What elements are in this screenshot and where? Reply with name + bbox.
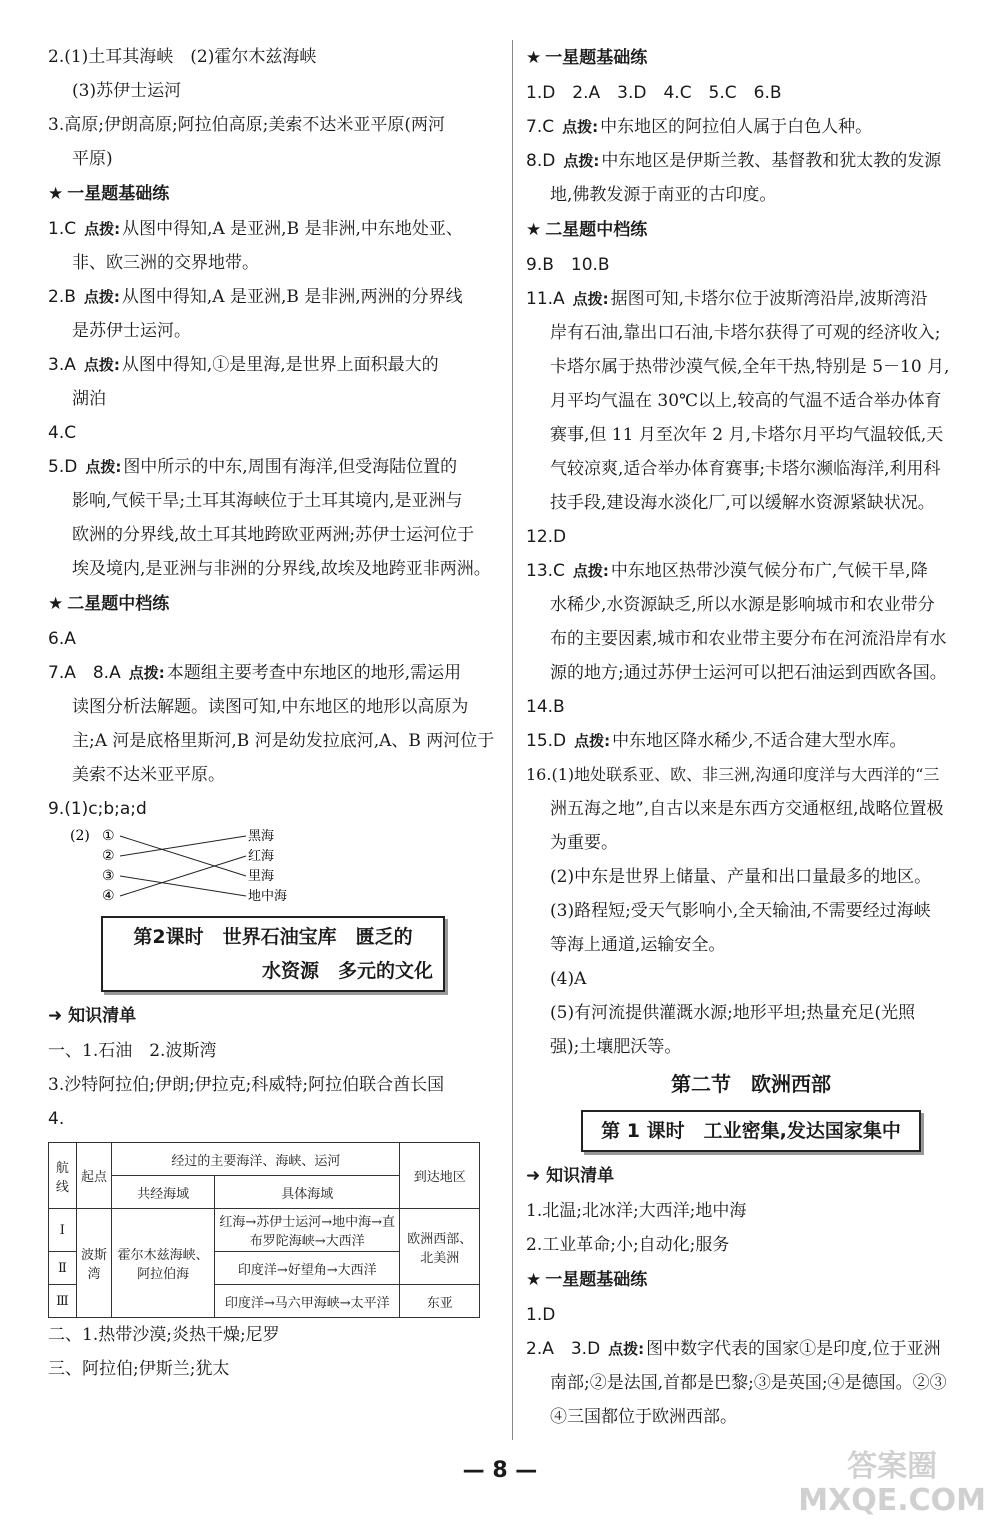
answer-line: 读图分析法解题。读图可知,中东地区的地形以高原为 [72, 697, 469, 717]
table-header: 经过的主要海洋、海峡、运河 [112, 1143, 400, 1176]
match-right-1: 黑海 [248, 829, 275, 844]
answer-line: 9.B 10.B [526, 255, 610, 275]
hint-label: 点拨: [83, 356, 120, 374]
answer-line: 9.(1)c;b;a;d [48, 799, 147, 819]
table-row: Ⅱ 印度洋→好望角→大西洋 [49, 1252, 480, 1285]
match-left-4: ④ [102, 888, 115, 904]
matching-diagram [70, 826, 330, 910]
match-right-2: 红海 [248, 849, 275, 864]
page-number: — 8 — [462, 1458, 538, 1483]
answer-line: 3.沙特阿拉伯;伊朗;伊拉克;科威特;阿拉伯联合酋长国 [48, 1075, 445, 1095]
hint-label: 点拨: [83, 288, 120, 306]
match-right-4: 地中海 [248, 889, 288, 904]
answer-line: 平原) [72, 149, 113, 169]
star-icon: ★ [48, 594, 64, 614]
match-left-1: ① [102, 828, 115, 844]
answer-line: 卡塔尔属于热带沙漠气候,全年干热,特别是 5－10 月, [550, 357, 950, 377]
answer-line: 地,佛教发源于南亚的古印度。 [550, 185, 777, 205]
hint-label: 点拨: [128, 664, 165, 682]
table-cell: 红海→苏伊士运河→地中海→直布罗陀海峡→大西洋 [215, 1209, 400, 1252]
answer-line: 2.A 3.D 点拨: 图中数字代表的国家①是印度,位于亚洲 [526, 1339, 941, 1359]
answer-line: (3)苏伊士运河 [72, 81, 182, 101]
answer-line: 4. [48, 1109, 65, 1129]
answer-line: 5.D 点拨: 图中所示的中东,周围有海洋,但受海陆位置的 [48, 457, 458, 477]
star-icon: ★ [526, 220, 542, 240]
answer-line: 埃及境内,是亚洲与非洲的分界线,故埃及地跨亚非两洲。 [72, 559, 491, 579]
answer-line: 南部;②是法国,首都是巴黎;③是英国;④是德国。②③ [550, 1373, 947, 1393]
match-left-2: ② [102, 848, 115, 864]
table-cell: 霍尔木兹海峡、阿拉伯海 [112, 1209, 215, 1318]
table-cell: 印度洋→好望角→大西洋 [215, 1252, 400, 1285]
answer-line: 7.C 点拨: 中东地区的阿拉伯人属于白色人种。 [526, 117, 873, 137]
answer-line: 4.C [48, 423, 77, 443]
hint-label: 点拨: [572, 562, 609, 580]
answer-line: 月平均气温在 30℃以上,较高的气温不适合举办体育 [550, 391, 942, 411]
answer-line: 三、阿拉伯;伊斯兰;犹太 [48, 1359, 230, 1379]
hint-label: 点拨: [574, 732, 611, 750]
route-table [48, 1142, 480, 1318]
table-header: 航线 [49, 1143, 77, 1209]
table-cell: 波斯湾 [76, 1209, 112, 1318]
answer-line: 二、1.热带沙漠;炎热干燥;尼罗 [48, 1325, 280, 1345]
right-column [526, 40, 976, 1434]
answer-line: 3.高原;伊朗高原;阿拉伯高原;美索不达米亚平原(两河 [48, 115, 446, 135]
star-icon: ★ [526, 48, 542, 68]
answer-line: 14.B [526, 697, 565, 717]
answer-line: 1.C 点拨: 从图中得知,A 是亚洲,B 是非洲,中东地处亚、 [48, 219, 463, 239]
answer-line: 7.A 8.A 点拨: 本题组主要考查中东地区的地形,需运用 [48, 663, 462, 683]
answer-line: 6.A [48, 629, 76, 649]
section-heading: ➜ 知识清单 [526, 1166, 615, 1186]
section-heading: ➜ 知识清单 [48, 1006, 137, 1026]
table-cell: 印度洋→马六甲海峡→太平洋 [215, 1285, 400, 1318]
answer-line: 是苏伊士运河。 [72, 321, 191, 341]
answer-line: 12.D [526, 527, 567, 547]
section-heading: ★ 二星题中档练 [526, 220, 648, 240]
hint-label: 点拨: [608, 1340, 645, 1358]
arrow-circle-icon: ➜ [48, 1006, 69, 1026]
hint-label: 点拨: [84, 220, 121, 238]
table-header: 具体海域 [215, 1176, 400, 1209]
lesson-title-box: 第2课时 世界石油宝库 匮乏的 水资源 多元的文化 [101, 916, 445, 992]
answer-line: 一、1.石油 2.波斯湾 [48, 1041, 217, 1061]
star-icon: ★ [526, 1270, 542, 1290]
answer-line: 1.D [526, 1305, 556, 1325]
answer-line: 为重要。 [550, 833, 618, 853]
column-divider [512, 40, 513, 1440]
table-row: Ⅰ 波斯湾 霍尔木兹海峡、阿拉伯海 红海→苏伊士运河→地中海→直布罗陀海峡→大西洋 欧洲西部、北美洲 [49, 1209, 480, 1252]
table-cell: 欧洲西部、北美洲 [400, 1209, 480, 1285]
left-column [48, 40, 498, 1386]
hint-label: 点拨: [85, 458, 122, 476]
section-title: 第二节 欧洲西部 [671, 1072, 831, 1096]
answer-line: 主;A 河是底格里斯河,B 河是幼发拉底河,A、B 两河位于 [72, 731, 495, 751]
answer-line: 16.(1)地处联系亚、欧、非三洲,沟通印度洋与大西洋的“三 [526, 765, 940, 784]
match-line [120, 836, 246, 856]
answer-line: 2.(1)土耳其海峡 (2)霍尔木兹海峡 [48, 47, 317, 67]
table-cell: 东亚 [400, 1285, 480, 1318]
answer-line: 13.C 点拨: 中东地区热带沙漠气候分布广,气候干旱,降 [526, 561, 928, 581]
answer-line: ④三国都位于欧洲西部。 [550, 1407, 737, 1427]
answer-line: 2.工业革命;小;自动化;服务 [526, 1235, 730, 1255]
answer-line: 强);土壤肥沃等。 [550, 1037, 682, 1057]
match-prefix: (2) [70, 828, 90, 844]
answer-line: (4)A [550, 969, 587, 989]
answer-line: 气较凉爽,适合举办体育赛事;卡塔尔濒临海洋,利用科 [550, 459, 941, 479]
section-heading: ★ 一星题基础练 [48, 184, 170, 204]
answer-line: 8.D 点拨: 中东地区是伊斯兰教、基督教和犹太教的发源 [526, 151, 942, 171]
answer-line: 欧洲的分界线,故土耳其地跨欧亚两洲;苏伊士运河位于 [72, 525, 475, 545]
match-left-3: ③ [102, 868, 115, 884]
arrow-circle-icon: ➜ [526, 1166, 547, 1186]
answer-line: 美索不达米亚平原。 [72, 765, 225, 785]
answer-line: 2.B 点拨: 从图中得知,A 是亚洲,B 是非洲,两洲的分界线 [48, 287, 463, 307]
section-heading: ★ 一星题基础练 [526, 48, 648, 68]
answer-line: 赛事,但 11 月至次年 2 月,卡塔尔月平均气温较低,天 [550, 425, 944, 445]
match-line [120, 876, 246, 896]
answer-line: (5)有河流提供灌溉水源;地形平坦;热量充足(光照 [550, 1003, 916, 1023]
section-heading: ★ 二星题中档练 [48, 594, 170, 614]
answer-line: 湖泊 [72, 389, 106, 409]
answer-line: (2)中东是世界上储量、产量和出口量最多的地区。 [550, 867, 932, 887]
answer-line: 1.D 2.A 3.D 4.C 5.C 6.B [526, 83, 782, 103]
star-icon: ★ [48, 184, 64, 204]
answer-line: 11.A 点拨: 据图可知,卡塔尔位于波斯湾沿岸,波斯湾沿 [526, 289, 928, 309]
section-heading: ★ 一星题基础练 [526, 1270, 648, 1290]
answer-line: 技手段,建设海水淡化厂,可以缓解水资源紧缺状况。 [550, 493, 935, 513]
answer-line: 影响,气候干旱;土耳其海峡位于土耳其境内,是亚洲与 [72, 491, 463, 511]
match-line [120, 836, 246, 876]
answer-line: 等海上通道,运输安全。 [550, 935, 726, 955]
lesson-title-box: 第 1 课时 工业密集,发达国家集中 [581, 1110, 921, 1152]
answer-line: 源的地方;通过苏伊士运河可以把石油运到西欧各国。 [550, 663, 947, 683]
watermark: 答案圈 MXQE.COM [798, 1449, 986, 1518]
answer-line: 非、欧三洲的交界地带。 [72, 253, 259, 273]
answer-line: 岸有石油,靠出口石油,卡塔尔获得了可观的经济收入; [550, 323, 941, 343]
match-right-3: 里海 [248, 869, 275, 884]
answer-line: 水稀少,水资源缺乏,所以水源是影响城市和农业带分 [550, 595, 935, 615]
match-line [120, 856, 246, 896]
answer-line: 15.D 点拨: 中东地区降水稀少,不适合建大型水库。 [526, 731, 907, 751]
answer-line: (3)路程短;受天气影响小,全天输油,不需要经过海峡 [550, 901, 931, 921]
answer-line: 3.A 点拨: 从图中得知,①是里海,是世界上面积最大的 [48, 355, 439, 375]
table-header: 共经海域 [112, 1176, 215, 1209]
hint-label: 点拨: [562, 118, 599, 136]
answer-line: 洲五海之地”,自古以来是东西方交通枢纽,战略位置极 [550, 799, 944, 819]
answer-line: 1.北温;北冰洋;大西洋;地中海 [526, 1201, 747, 1221]
hint-label: 点拨: [563, 152, 600, 170]
hint-label: 点拨: [572, 290, 609, 308]
table-header: 起点 [76, 1143, 112, 1209]
table-header: 到达地区 [400, 1143, 480, 1209]
answer-line: 布的主要因素,城市和农业带主要分布在河流沿岸有水 [550, 629, 947, 649]
table-row: Ⅲ 印度洋→马六甲海峡→太平洋 东亚 [49, 1285, 480, 1318]
